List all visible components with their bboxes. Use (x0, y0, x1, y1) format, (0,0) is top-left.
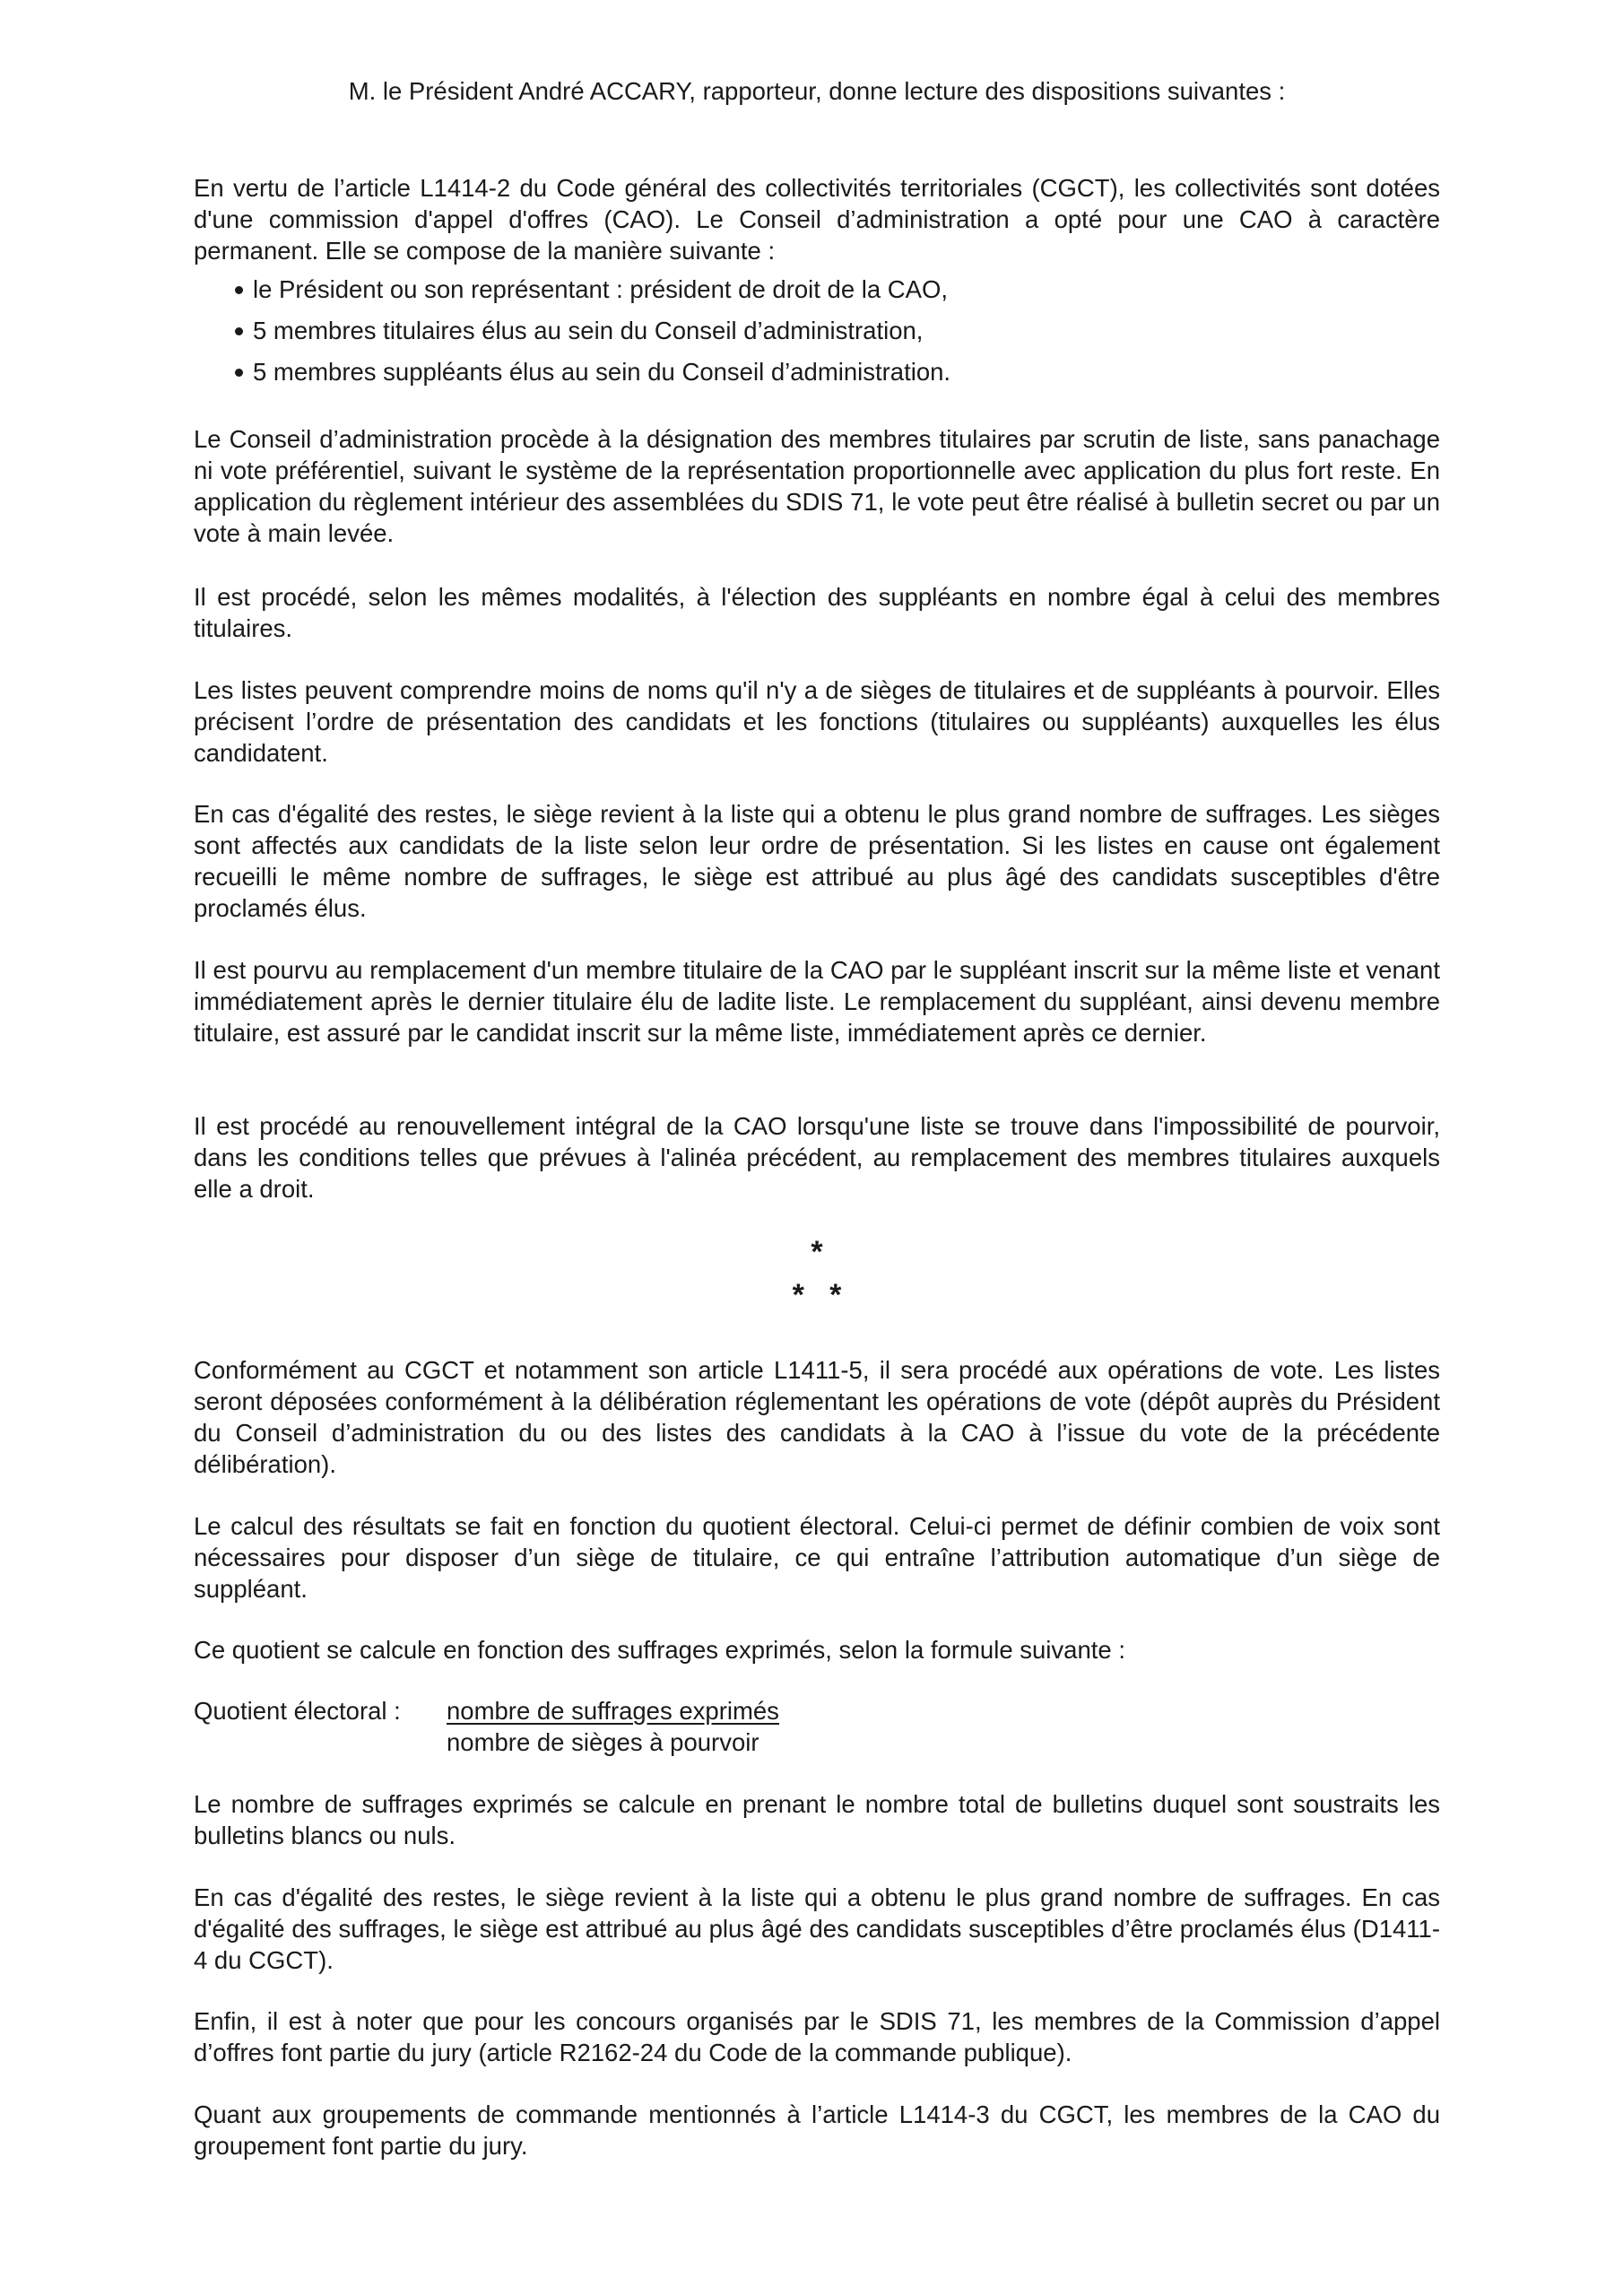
paragraph-quotient-intro: Ce quotient se calcule en fonction des suffrages exprimés, selon la formule suivante : (194, 1636, 1125, 1664)
bullet-icon (235, 369, 243, 377)
paragraph-calcul-resultats: Le calcul des résultats se fait en fonction du quotient électoral. Celui-ci permet de définir combien de voix sont nécessaires pour disposer d’un siège de titulaire, ce qui entraîne l’attribution automatique d’un siège de suppléant. (194, 1512, 1440, 1603)
bullet-icon (235, 286, 243, 294)
separator-star-bottom: * * (792, 1278, 842, 1312)
paragraph-designation: Le Conseil d’administration procède à la désignation des membres titulaires par scrutin de liste, sans panachage ni vote préférentiel, suivant le système de la représentation proportionnelle avec application du plus fort reste. En application du règlement intérieur des assemblées du SDIS 71, le vote peut être réalisé à bulletin secret ou par un vote à main levée. (194, 425, 1440, 547)
paragraph-listes: Les listes peuvent comprendre moins de noms qu'il n'y a de sièges de titulaires et de suppléants à pourvoir. Elles précisent l’ordre de présentation des candidats et les fonctions (titulaires ou suppléants) auxquelles les élus candidatent. (194, 676, 1440, 767)
paragraph-groupements: Quant aux groupements de commande mentionnés à l’article L1414-3 du CGCT, les membres de la CAO du groupement font partie du jury. (194, 2100, 1440, 2160)
list-item: 5 membres suppléants élus au sein du Conseil d’administration. (194, 352, 1440, 393)
paragraph-egalite-restes: En cas d'égalité des restes, le siège revient à la liste qui a obtenu le plus grand nombre de suffrages. Les sièges sont affectés aux candidats de la liste selon leur ordre de présentation. Si les listes en cause ont également recueilli le même nombre de suffrages, le siège est attribué au plus âgé des candidats susceptibles d'être proclamés élus. (194, 800, 1440, 922)
formula-numerator: nombre de suffrages exprimés (447, 1697, 779, 1725)
paragraph-suffrages-exprimes: Le nombre de suffrages exprimés se calcule en prenant le nombre total de bulletins duquel sont soustraits les bulletins blancs ou nuls. (194, 1790, 1440, 1849)
composition-list (194, 269, 1440, 393)
formula-label: Quotient électoral : (194, 1697, 401, 1725)
paragraph-suppleants: Il est procédé, selon les mêmes modalités, à l'élection des suppléants en nombre égal à celui des membres titulaires. (194, 583, 1440, 642)
list-item: le Président ou son représentant : président de droit de la CAO, (194, 269, 1440, 310)
separator-star-top: * (811, 1235, 823, 1269)
bullet-icon (235, 327, 243, 335)
paragraph-operations-vote: Conformément au CGCT et notamment son article L1411-5, il sera procédé aux opérations de vote. Les listes seront déposées conformément à la délibération réglementant les opérations de vote (dépôt auprès du Président du Conseil d’administration du ou des listes des candidats à la CAO à l’issue du vote de la précédente délibération). (194, 1356, 1440, 1478)
paragraph-renouvellement: Il est procédé au renouvellement intégral de la CAO lorsqu'une liste se trouve dans l'impossibilité de pourvoir, dans les conditions telles que prévues à l'alinéa précédent, au remplacement des membres titulaires auxquels elle a droit. (194, 1112, 1440, 1203)
paragraph-concours: Enfin, il est à noter que pour les concours organisés par le SDIS 71, les membres de la Commission d’appel d’offres font partie du jury (article R2162-24 du Code de la commande publique). (194, 2007, 1440, 2066)
list-item: 5 membres titulaires élus au sein du Conseil d’administration, (194, 310, 1440, 352)
paragraph-remplacement: Il est pourvu au remplacement d'un membre titulaire de la CAO par le suppléant inscrit sur la même liste et venant immédiatement après le dernier titulaire élu de ladite liste. Le remplacement du suppléant, ainsi devenu membre titulaire, est assuré par le candidat inscrit sur la même liste, immédiatement après ce dernier. (194, 956, 1440, 1047)
intro-paragraph: En vertu de l’article L1414-2 du Code général des collectivités territoriales (CGCT), les collectivités sont dotées d'une commission d'appel d'offres (CAO). Le Conseil d’administration a opté pour une CAO à caractère permanent. Elle se compose de la manière suivante : (194, 174, 1440, 265)
paragraph-egalite-suffrages: En cas d'égalité des restes, le siège revient à la liste qui a obtenu le plus grand nombre de suffrages. En cas d'égalité des suffrages, le siège est attribué au plus âgé des candidats susceptibles d’être proclamés élus (D1411-4 du CGCT). (194, 1883, 1440, 1974)
document-header: M. le Président André ACCARY, rapporteur, donne lecture des dispositions suivantes : (348, 77, 1286, 105)
formula-denominator: nombre de sièges à pourvoir (447, 1728, 759, 1756)
